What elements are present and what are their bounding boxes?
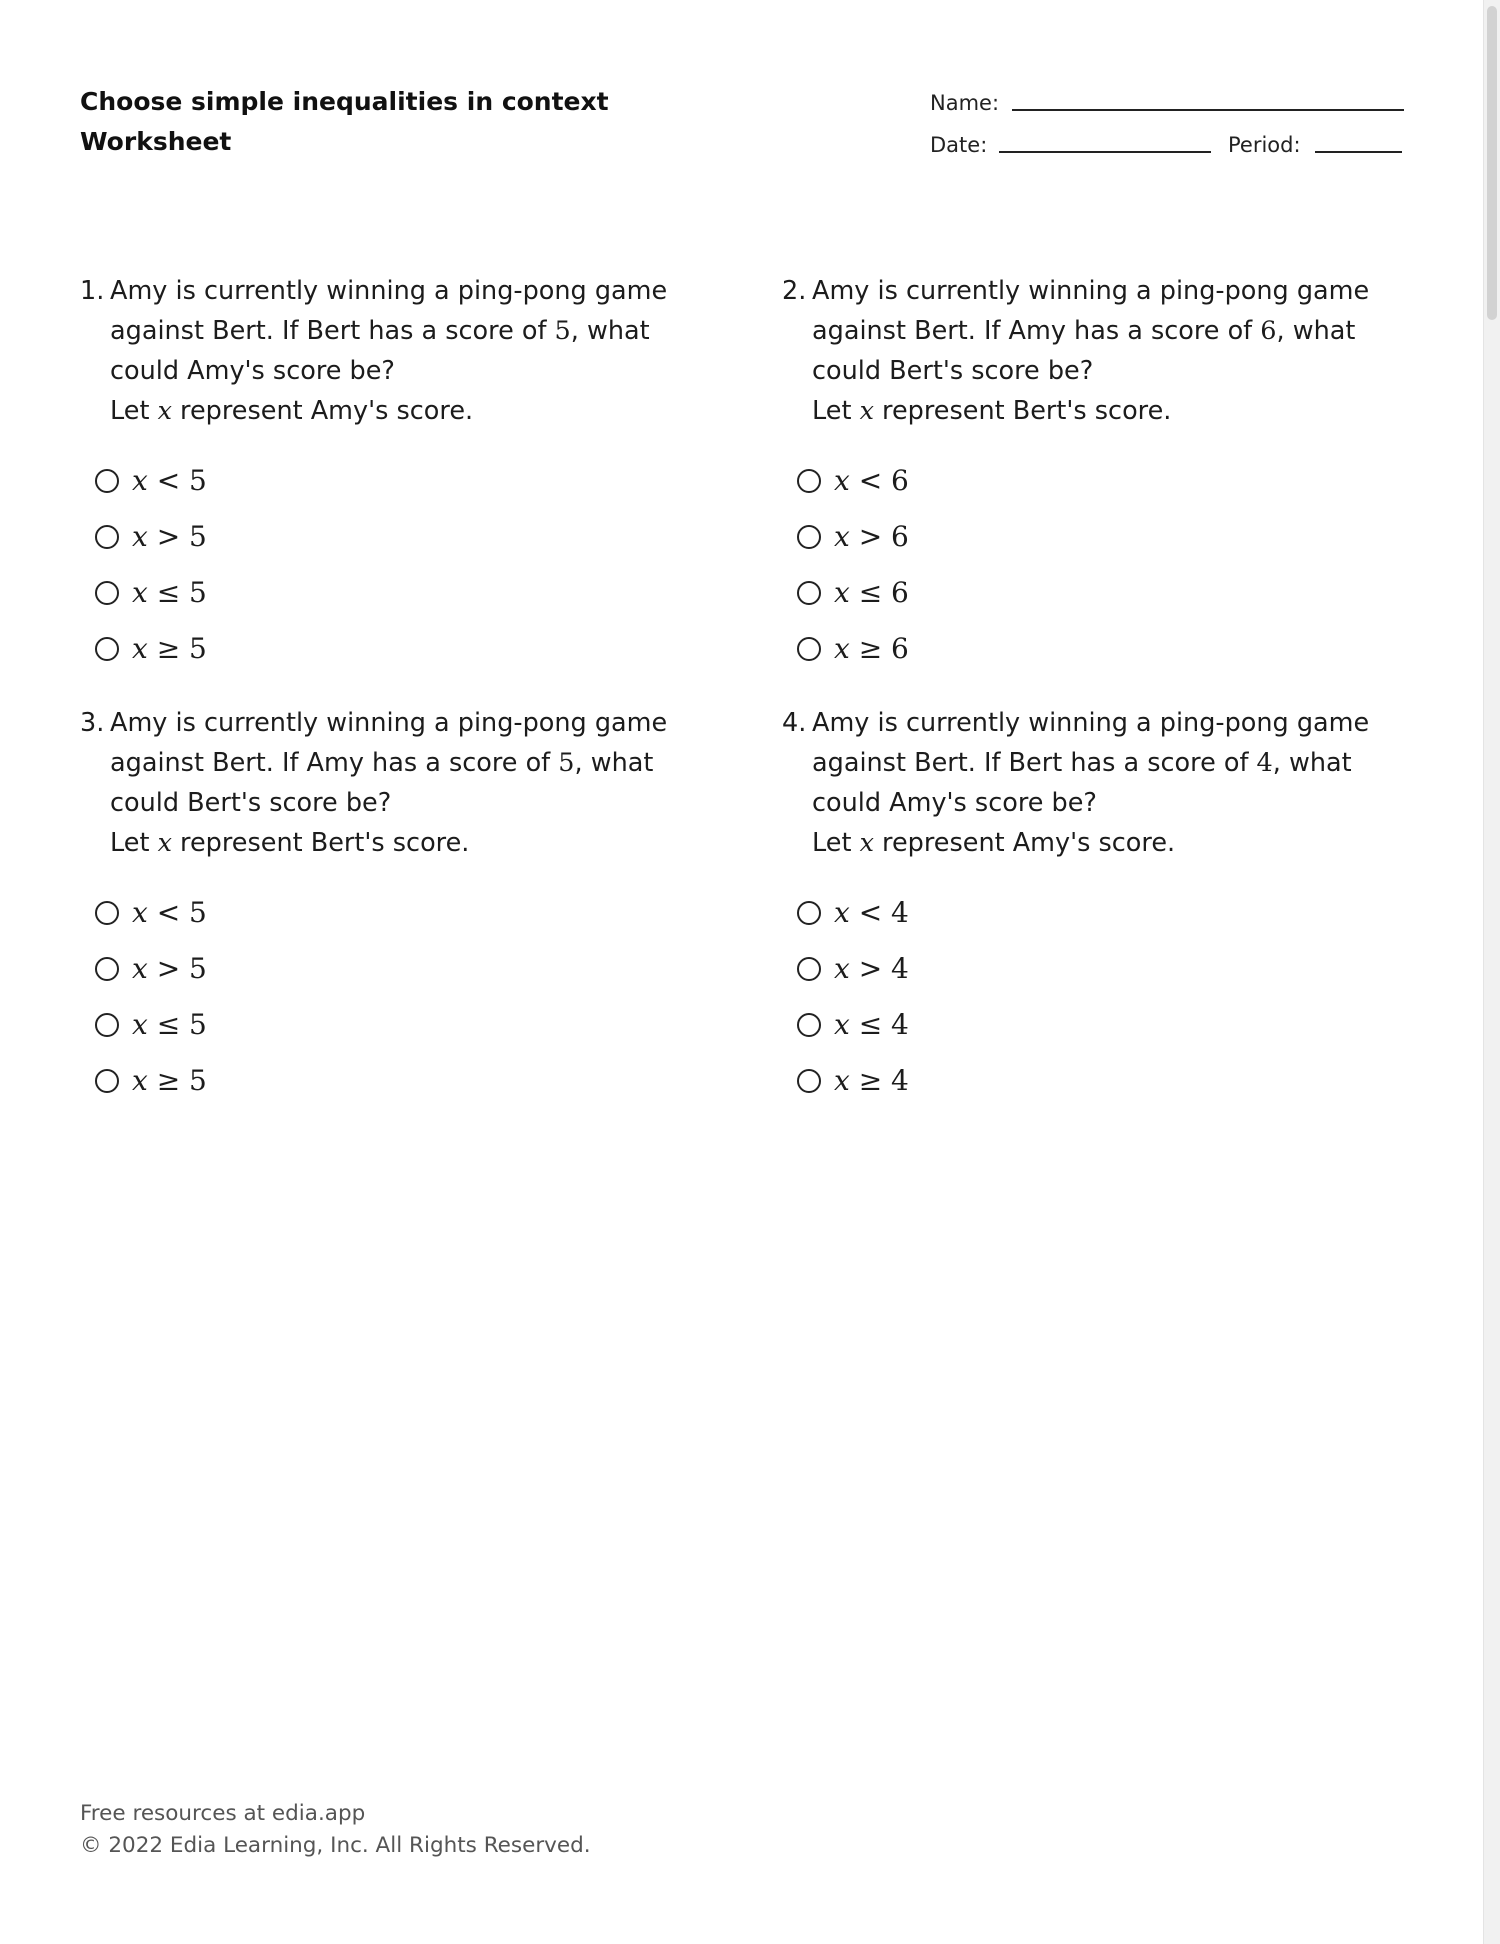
question-number: 3. (80, 708, 105, 738)
question-stem-start: Amy is currently winning a ping-pong game against Bert. If Bert has a score of (812, 708, 1370, 778)
answer-option[interactable] (80, 885, 720, 941)
variable-definition (80, 823, 720, 863)
option-expression (834, 893, 909, 933)
variable-x: x (157, 396, 172, 426)
given-score-value: 5 (558, 748, 575, 778)
question-text (782, 271, 1422, 391)
variable-definition (80, 391, 720, 431)
vertical-scrollbar[interactable] (1483, 0, 1500, 1944)
radio-button[interactable] (797, 637, 821, 661)
option-variable: x (132, 896, 148, 929)
period-label: Period: (1228, 133, 1301, 157)
option-variable: x (834, 1064, 850, 1097)
option-expression (834, 517, 909, 557)
option-variable: x (834, 896, 850, 929)
answer-options (80, 885, 720, 1109)
option-relation: > 5 (147, 952, 207, 985)
radio-button[interactable] (797, 525, 821, 549)
option-variable: x (834, 520, 850, 553)
worksheet-title (80, 82, 609, 162)
let-suffix: represent Bert's score. (873, 396, 1172, 426)
answer-option[interactable] (782, 885, 1422, 941)
option-variable: x (834, 576, 850, 609)
date-label: Date: (930, 133, 988, 157)
radio-button[interactable] (797, 1069, 821, 1093)
option-variable: x (834, 1008, 850, 1041)
option-relation: > 4 (849, 952, 909, 985)
option-expression (132, 461, 207, 501)
question-stem-start: Amy is currently winning a ping-pong game against Bert. If Amy has a score of (812, 276, 1370, 346)
radio-button[interactable] (95, 901, 119, 925)
option-expression (834, 573, 909, 613)
radio-button[interactable] (95, 525, 119, 549)
answer-option[interactable] (80, 1053, 720, 1109)
let-prefix: Let (812, 828, 860, 858)
option-relation: ≥ 5 (147, 1064, 207, 1097)
let-suffix: represent Bert's score. (171, 828, 470, 858)
option-variable: x (834, 632, 850, 665)
option-variable: x (834, 464, 850, 497)
name-label: Name: (930, 91, 1000, 115)
question-stem-end: , what could Amy's score be? (812, 748, 1352, 818)
question-stem-start: Amy is currently winning a ping-pong game against Bert. If Amy has a score of (110, 708, 668, 778)
option-variable: x (132, 952, 148, 985)
option-relation: < 6 (849, 464, 909, 497)
given-score-value: 5 (554, 316, 571, 346)
scrollbar-thumb[interactable] (1487, 6, 1497, 320)
option-relation: ≤ 6 (849, 576, 909, 609)
let-prefix: Let (812, 396, 860, 426)
question-stem-start: Amy is currently winning a ping-pong game against Bert. If Bert has a score of (110, 276, 668, 346)
variable-x: x (157, 828, 172, 858)
variable-definition (782, 391, 1422, 431)
option-expression (132, 517, 207, 557)
radio-button[interactable] (797, 901, 821, 925)
footer-resources: Free resources at edia.app (80, 1801, 366, 1826)
answer-option[interactable] (80, 453, 720, 509)
option-relation: < 5 (147, 896, 207, 929)
answer-option[interactable] (782, 453, 1422, 509)
question-text (80, 271, 720, 391)
question-number: 4. (782, 708, 807, 738)
answer-option[interactable] (80, 997, 720, 1053)
option-relation: ≥ 6 (849, 632, 909, 665)
option-variable: x (132, 520, 148, 553)
question-stem-end: , what could Bert's score be? (812, 316, 1356, 386)
option-variable: x (834, 952, 850, 985)
question-number: 1. (80, 276, 105, 306)
option-relation: > 5 (147, 520, 207, 553)
answer-option[interactable] (80, 621, 720, 677)
radio-button[interactable] (95, 1013, 119, 1037)
question-text (782, 703, 1422, 823)
radio-button[interactable] (797, 469, 821, 493)
question-2 (782, 271, 1422, 677)
radio-button[interactable] (797, 581, 821, 605)
option-variable: x (132, 576, 148, 609)
let-suffix: represent Amy's score. (171, 396, 474, 426)
option-expression (834, 1005, 909, 1045)
answer-options (782, 885, 1422, 1109)
option-variable: x (132, 1064, 148, 1097)
given-score-value: 4 (1256, 748, 1273, 778)
option-expression (132, 949, 207, 989)
option-expression (834, 461, 909, 501)
option-expression (834, 949, 909, 989)
question-number: 2. (782, 276, 807, 306)
question-stem-end: , what could Bert's score be? (110, 748, 654, 818)
answer-option[interactable] (80, 509, 720, 565)
answer-option[interactable] (782, 997, 1422, 1053)
page-footer (80, 1798, 591, 1862)
option-relation: ≤ 5 (147, 576, 207, 609)
variable-x: x (859, 828, 874, 858)
question-3 (80, 703, 720, 1109)
title-line-1: Choose simple inequalities in context (80, 87, 609, 116)
answer-options (782, 453, 1422, 677)
radio-button[interactable] (797, 1013, 821, 1037)
option-expression (132, 573, 207, 613)
option-variable: x (132, 1008, 148, 1041)
footer-copyright: © 2022 Edia Learning, Inc. All Rights Reserved. (80, 1833, 591, 1858)
answer-option[interactable] (782, 1053, 1422, 1109)
answer-option[interactable] (782, 565, 1422, 621)
option-variable: x (132, 464, 148, 497)
option-relation: ≤ 5 (147, 1008, 207, 1041)
radio-button[interactable] (95, 469, 119, 493)
question-1 (80, 271, 720, 677)
option-relation: < 4 (849, 896, 909, 929)
option-expression (132, 629, 207, 669)
option-relation: ≥ 4 (849, 1064, 909, 1097)
option-relation: ≥ 5 (147, 632, 207, 665)
let-suffix: represent Amy's score. (873, 828, 1176, 858)
answer-option[interactable] (782, 621, 1422, 677)
radio-button[interactable] (95, 581, 119, 605)
question-stem-end: , what could Amy's score be? (110, 316, 650, 386)
variable-x: x (859, 396, 874, 426)
period-field[interactable] (1315, 151, 1402, 153)
option-expression (132, 1061, 207, 1101)
radio-button[interactable] (95, 1069, 119, 1093)
let-prefix: Let (110, 828, 158, 858)
question-4 (782, 703, 1422, 1109)
name-field[interactable] (1012, 109, 1404, 111)
given-score-value: 6 (1260, 316, 1277, 346)
radio-button[interactable] (95, 957, 119, 981)
date-field[interactable] (999, 151, 1211, 153)
answer-option[interactable] (782, 509, 1422, 565)
option-expression (132, 893, 207, 933)
title-line-2: Worksheet (80, 127, 232, 156)
let-prefix: Let (110, 396, 158, 426)
radio-button[interactable] (797, 957, 821, 981)
answer-option[interactable] (80, 565, 720, 621)
question-text (80, 703, 720, 823)
option-relation: ≤ 4 (849, 1008, 909, 1041)
option-variable: x (132, 632, 148, 665)
option-expression (834, 1061, 909, 1101)
option-relation: > 6 (849, 520, 909, 553)
answer-option[interactable] (782, 941, 1422, 997)
radio-button[interactable] (95, 637, 119, 661)
answer-options (80, 453, 720, 677)
option-expression (132, 1005, 207, 1045)
variable-definition (782, 823, 1422, 863)
option-expression (834, 629, 909, 669)
option-relation: < 5 (147, 464, 207, 497)
answer-option[interactable] (80, 941, 720, 997)
